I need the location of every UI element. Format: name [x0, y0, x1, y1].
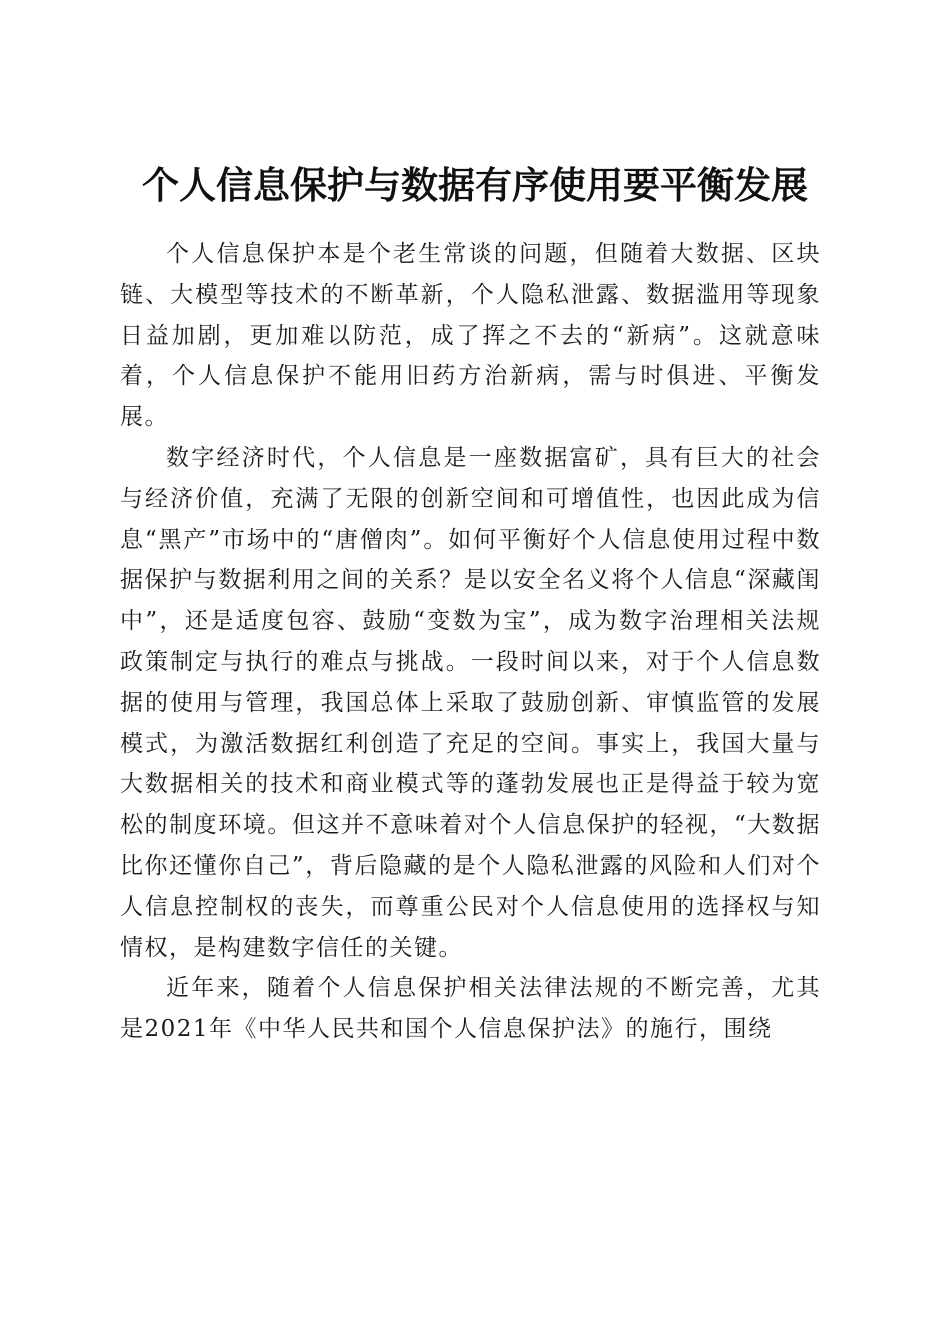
- paragraph-2: 数字经济时代，个人信息是一座数据富矿，具有巨大的社会与经济价值，充满了无限的创新空间和可增值性，也因此成为信息“黑产”市场中的“唐僧肉”。如何平衡好个人信息使用过程中数据保护与数据利用之间的关系？是以安全名义将个人信息“深藏闺中”，还是适度包容、鼓励“变数为宝”，成为数字治理相关法规政策制定与执行的难点与挑战。一段时间以来，对于个人信息数据的使用与管理，我国总体上采取了鼓励创新、审慎监管的发展模式，为激活数据红利创造了充足的空间。事实上，我国大量与大数据相关的技术和商业模式等的蓬勃发展也正是得益于较为宽松的制度环境。但这并不意味着对个人信息保护的轻视，“大数据比你还懂你自己”，背后隐藏的是个人隐私泄露的风险和人们对个人信息控制权的丧失，而尊重公民对个人信息使用的选择权与知情权，是构建数字信任的关键。: [120, 444, 821, 961]
- paragraph-1: 个人信息保护本是个老生常谈的问题，但随着大数据、区块链、大模型等技术的不断革新，个人隐私泄露、数据滥用等现象日益加剧，更加难以防范，成了挥之不去的“新病”。这就意味着，个人信息保护不能用旧药方治新病，需与时俱进、平衡发展。: [120, 241, 821, 431]
- document-body: [120, 234, 821, 1050]
- paragraph-3: 近年来，随着个人信息保护相关法律法规的不断完善，尤其是2021年《中华人民共和国个人信息保护法》的施行，围绕: [120, 975, 821, 1043]
- document-title: 个人信息保护与数据有序使用要平衡发展: [142, 162, 808, 207]
